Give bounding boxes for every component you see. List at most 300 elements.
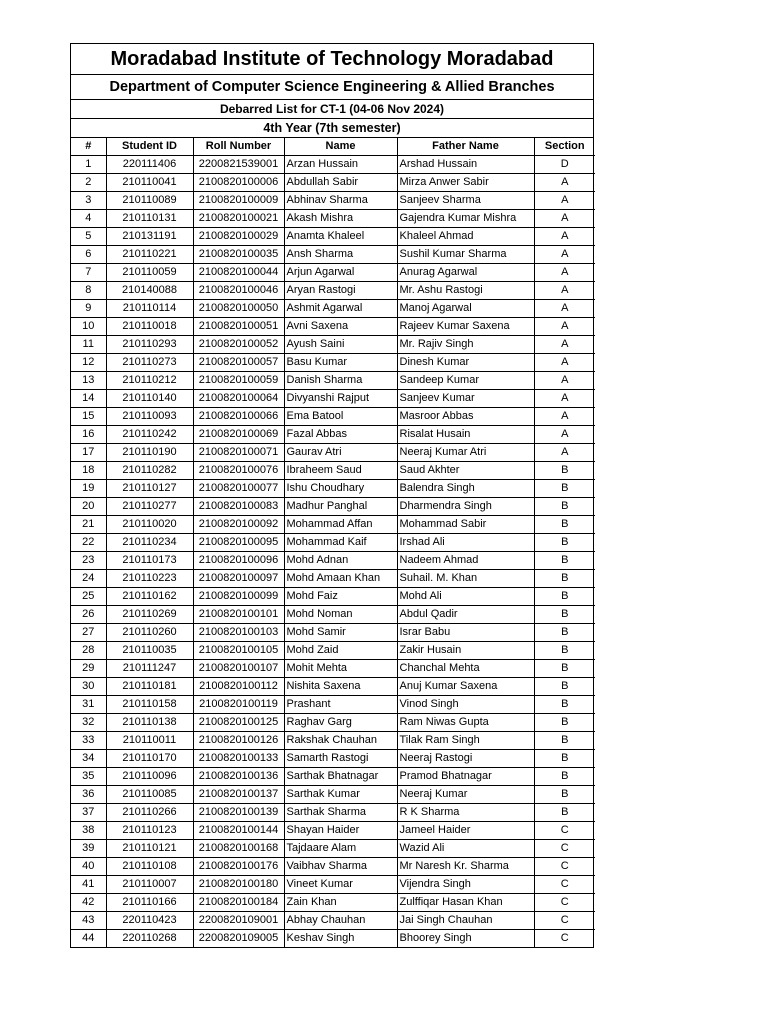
debarred-table <box>71 138 595 947</box>
name-cell: Mohd Amaan Khan <box>284 570 397 588</box>
section-cell: B <box>534 552 595 570</box>
student-id-cell: 210110138 <box>106 714 193 732</box>
student-id-cell: 210110273 <box>106 354 193 372</box>
serial-cell: 44 <box>71 930 106 948</box>
section-cell: A <box>534 408 595 426</box>
section-cell: A <box>534 228 595 246</box>
serial-cell: 31 <box>71 696 106 714</box>
serial-cell: 25 <box>71 588 106 606</box>
serial-cell: 20 <box>71 498 106 516</box>
father-name-cell: Mohd Ali <box>397 588 534 606</box>
roll-number-cell: 2200820109001 <box>193 912 284 930</box>
section-cell: A <box>534 210 595 228</box>
table-row <box>71 894 595 912</box>
student-id-cell: 210110242 <box>106 426 193 444</box>
section-cell: A <box>534 444 595 462</box>
student-id-cell: 210110221 <box>106 246 193 264</box>
father-name-cell: Vinod Singh <box>397 696 534 714</box>
student-id-cell: 210131191 <box>106 228 193 246</box>
father-name-cell: Khaleel Ahmad <box>397 228 534 246</box>
roll-number-cell: 2100820100057 <box>193 354 284 372</box>
name-cell: Ema Batool <box>284 408 397 426</box>
student-id-cell: 210110166 <box>106 894 193 912</box>
father-name-cell: Anuj Kumar Saxena <box>397 678 534 696</box>
student-id-cell: 210110123 <box>106 822 193 840</box>
table-row <box>71 498 595 516</box>
section-cell: B <box>534 534 595 552</box>
col-header-father-name: Father Name <box>397 138 534 156</box>
father-name-cell: Mr Naresh Kr. Sharma <box>397 858 534 876</box>
student-id-cell: 210110035 <box>106 642 193 660</box>
section-cell: B <box>534 660 595 678</box>
serial-cell: 10 <box>71 318 106 336</box>
name-cell: Madhur Panghal <box>284 498 397 516</box>
table-row <box>71 642 595 660</box>
roll-number-cell: 2100820100035 <box>193 246 284 264</box>
roll-number-cell: 2100820100180 <box>193 876 284 894</box>
roll-number-cell: 2100820100064 <box>193 390 284 408</box>
father-name-cell: Israr Babu <box>397 624 534 642</box>
name-cell: Mohd Samir <box>284 624 397 642</box>
serial-cell: 13 <box>71 372 106 390</box>
table-row <box>71 210 595 228</box>
table-row <box>71 696 595 714</box>
section-cell: B <box>534 750 595 768</box>
serial-cell: 3 <box>71 192 106 210</box>
name-cell: Ansh Sharma <box>284 246 397 264</box>
father-name-cell: Neeraj Rastogi <box>397 750 534 768</box>
roll-number-cell: 2100820100006 <box>193 174 284 192</box>
table-row <box>71 660 595 678</box>
father-name-cell: Balendra Singh <box>397 480 534 498</box>
name-cell: Vaibhav Sharma <box>284 858 397 876</box>
student-id-cell: 210110181 <box>106 678 193 696</box>
roll-number-cell: 2100820100144 <box>193 822 284 840</box>
name-cell: Abdullah Sabir <box>284 174 397 192</box>
section-cell: B <box>534 588 595 606</box>
table-row <box>71 732 595 750</box>
name-cell: Danish Sharma <box>284 372 397 390</box>
debarred-list-sheet <box>70 43 594 948</box>
father-name-cell: Zulffiqar Hasan Khan <box>397 894 534 912</box>
table-body <box>71 156 595 948</box>
name-cell: Rakshak Chauhan <box>284 732 397 750</box>
roll-number-cell: 2100820100103 <box>193 624 284 642</box>
roll-number-cell: 2100820100071 <box>193 444 284 462</box>
year-title: 4th Year (7th semester) <box>71 119 593 138</box>
section-cell: A <box>534 336 595 354</box>
section-cell: B <box>534 696 595 714</box>
roll-number-cell: 2100820100059 <box>193 372 284 390</box>
name-cell: Mohit Mehta <box>284 660 397 678</box>
table-header-row <box>71 138 595 156</box>
name-cell: Keshav Singh <box>284 930 397 948</box>
father-name-cell: R K Sharma <box>397 804 534 822</box>
student-id-cell: 210110089 <box>106 192 193 210</box>
serial-cell: 27 <box>71 624 106 642</box>
name-cell: Abhinav Sharma <box>284 192 397 210</box>
name-cell: Arjun Agarwal <box>284 264 397 282</box>
name-cell: Mohd Adnan <box>284 552 397 570</box>
name-cell: Akash Mishra <box>284 210 397 228</box>
table-row <box>71 930 595 948</box>
father-name-cell: Sanjeev Sharma <box>397 192 534 210</box>
student-id-cell: 210110041 <box>106 174 193 192</box>
student-id-cell: 210110059 <box>106 264 193 282</box>
serial-cell: 23 <box>71 552 106 570</box>
section-cell: A <box>534 372 595 390</box>
student-id-cell: 210110158 <box>106 696 193 714</box>
name-cell: Shayan Haider <box>284 822 397 840</box>
student-id-cell: 210110277 <box>106 498 193 516</box>
student-id-cell: 210110223 <box>106 570 193 588</box>
serial-cell: 1 <box>71 156 106 174</box>
serial-cell: 12 <box>71 354 106 372</box>
student-id-cell: 210110096 <box>106 768 193 786</box>
name-cell: Aryan Rastogi <box>284 282 397 300</box>
student-id-cell: 210110018 <box>106 318 193 336</box>
student-id-cell: 210110140 <box>106 390 193 408</box>
serial-cell: 16 <box>71 426 106 444</box>
table-row <box>71 336 595 354</box>
name-cell: Divyanshi Rajput <box>284 390 397 408</box>
serial-cell: 43 <box>71 912 106 930</box>
table-row <box>71 426 595 444</box>
section-cell: A <box>534 282 595 300</box>
serial-cell: 29 <box>71 660 106 678</box>
roll-number-cell: 2100820100137 <box>193 786 284 804</box>
table-row <box>71 876 595 894</box>
father-name-cell: Nadeem Ahmad <box>397 552 534 570</box>
student-id-cell: 210111247 <box>106 660 193 678</box>
section-cell: B <box>534 570 595 588</box>
section-cell: C <box>534 858 595 876</box>
section-cell: C <box>534 822 595 840</box>
student-id-cell: 210110131 <box>106 210 193 228</box>
table-row <box>71 264 595 282</box>
student-id-cell: 220110423 <box>106 912 193 930</box>
table-row <box>71 354 595 372</box>
table-row <box>71 516 595 534</box>
roll-number-cell: 2100820100046 <box>193 282 284 300</box>
student-id-cell: 210110114 <box>106 300 193 318</box>
student-id-cell: 220110268 <box>106 930 193 948</box>
name-cell: Sarthak Bhatnagar <box>284 768 397 786</box>
name-cell: Mohd Noman <box>284 606 397 624</box>
roll-number-cell: 2100820100050 <box>193 300 284 318</box>
section-cell: B <box>534 732 595 750</box>
name-cell: Mohd Zaid <box>284 642 397 660</box>
roll-number-cell: 2200821539001 <box>193 156 284 174</box>
name-cell: Prashant <box>284 696 397 714</box>
student-id-cell: 210110108 <box>106 858 193 876</box>
serial-cell: 6 <box>71 246 106 264</box>
serial-cell: 33 <box>71 732 106 750</box>
col-header-name: Name <box>284 138 397 156</box>
name-cell: Mohammad Affan <box>284 516 397 534</box>
table-row <box>71 408 595 426</box>
table-row <box>71 750 595 768</box>
father-name-cell: Rajeev Kumar Saxena <box>397 318 534 336</box>
serial-cell: 30 <box>71 678 106 696</box>
student-id-cell: 210110266 <box>106 804 193 822</box>
table-row <box>71 534 595 552</box>
father-name-cell: Anurag Agarwal <box>397 264 534 282</box>
father-name-cell: Vijendra Singh <box>397 876 534 894</box>
student-id-cell: 210110170 <box>106 750 193 768</box>
serial-cell: 37 <box>71 804 106 822</box>
section-cell: A <box>534 354 595 372</box>
section-cell: B <box>534 642 595 660</box>
section-cell: A <box>534 426 595 444</box>
section-cell: C <box>534 840 595 858</box>
serial-cell: 32 <box>71 714 106 732</box>
section-cell: D <box>534 156 595 174</box>
institute-title: Moradabad Institute of Technology Moradabad <box>71 44 593 75</box>
student-id-cell: 210110190 <box>106 444 193 462</box>
section-cell: C <box>534 876 595 894</box>
roll-number-cell: 2100820100083 <box>193 498 284 516</box>
name-cell: Ibraheem Saud <box>284 462 397 480</box>
student-id-cell: 220111406 <box>106 156 193 174</box>
serial-cell: 9 <box>71 300 106 318</box>
name-cell: Ashmit Agarwal <box>284 300 397 318</box>
roll-number-cell: 2100820100066 <box>193 408 284 426</box>
serial-cell: 15 <box>71 408 106 426</box>
roll-number-cell: 2100820100133 <box>193 750 284 768</box>
serial-cell: 36 <box>71 786 106 804</box>
col-header-serial: # <box>71 138 106 156</box>
name-cell: Sarthak Sharma <box>284 804 397 822</box>
father-name-cell: Manoj Agarwal <box>397 300 534 318</box>
roll-number-cell: 2100820100051 <box>193 318 284 336</box>
student-id-cell: 210110127 <box>106 480 193 498</box>
father-name-cell: Abdul Qadir <box>397 606 534 624</box>
father-name-cell: Jameel Haider <box>397 822 534 840</box>
table-row <box>71 822 595 840</box>
table-row <box>71 552 595 570</box>
roll-number-cell: 2100820100096 <box>193 552 284 570</box>
roll-number-cell: 2100820100099 <box>193 588 284 606</box>
student-id-cell: 210110093 <box>106 408 193 426</box>
roll-number-cell: 2100820100139 <box>193 804 284 822</box>
father-name-cell: Suhail. M. Khan <box>397 570 534 588</box>
section-cell: C <box>534 912 595 930</box>
father-name-cell: Dharmendra Singh <box>397 498 534 516</box>
table-row <box>71 804 595 822</box>
section-cell: A <box>534 390 595 408</box>
serial-cell: 4 <box>71 210 106 228</box>
name-cell: Raghav Garg <box>284 714 397 732</box>
father-name-cell: Mr. Rajiv Singh <box>397 336 534 354</box>
col-header-student-id: Student ID <box>106 138 193 156</box>
serial-cell: 17 <box>71 444 106 462</box>
serial-cell: 7 <box>71 264 106 282</box>
student-id-cell: 210110282 <box>106 462 193 480</box>
table-row <box>71 480 595 498</box>
name-cell: Basu Kumar <box>284 354 397 372</box>
table-row <box>71 714 595 732</box>
roll-number-cell: 2100820100136 <box>193 768 284 786</box>
roll-number-cell: 2100820100077 <box>193 480 284 498</box>
roll-number-cell: 2100820100009 <box>193 192 284 210</box>
serial-cell: 26 <box>71 606 106 624</box>
table-row <box>71 912 595 930</box>
serial-cell: 18 <box>71 462 106 480</box>
student-id-cell: 210110260 <box>106 624 193 642</box>
father-name-cell: Ram Niwas Gupta <box>397 714 534 732</box>
roll-number-cell: 2100820100076 <box>193 462 284 480</box>
serial-cell: 38 <box>71 822 106 840</box>
father-name-cell: Mr. Ashu Rastogi <box>397 282 534 300</box>
section-cell: A <box>534 174 595 192</box>
section-cell: A <box>534 264 595 282</box>
student-id-cell: 210110293 <box>106 336 193 354</box>
name-cell: Gaurav Atri <box>284 444 397 462</box>
father-name-cell: Tilak Ram Singh <box>397 732 534 750</box>
serial-cell: 21 <box>71 516 106 534</box>
student-id-cell: 210110234 <box>106 534 193 552</box>
student-id-cell: 210110085 <box>106 786 193 804</box>
roll-number-cell: 2100820100107 <box>193 660 284 678</box>
table-row <box>71 282 595 300</box>
name-cell: Ayush Saini <box>284 336 397 354</box>
name-cell: Tajdaare Alam <box>284 840 397 858</box>
roll-number-cell: 2100820100101 <box>193 606 284 624</box>
table-row <box>71 372 595 390</box>
name-cell: Nishita Saxena <box>284 678 397 696</box>
roll-number-cell: 2100820100105 <box>193 642 284 660</box>
table-row <box>71 300 595 318</box>
section-cell: B <box>534 624 595 642</box>
table-row <box>71 606 595 624</box>
table-row <box>71 570 595 588</box>
section-cell: B <box>534 714 595 732</box>
department-title: Department of Computer Science Engineering & Allied Branches <box>71 75 593 100</box>
father-name-cell: Arshad Hussain <box>397 156 534 174</box>
section-cell: A <box>534 192 595 210</box>
father-name-cell: Bhoorey Singh <box>397 930 534 948</box>
serial-cell: 41 <box>71 876 106 894</box>
serial-cell: 19 <box>71 480 106 498</box>
table-row <box>71 786 595 804</box>
roll-number-cell: 2100820100176 <box>193 858 284 876</box>
student-id-cell: 210140088 <box>106 282 193 300</box>
section-cell: B <box>534 462 595 480</box>
father-name-cell: Jai Singh Chauhan <box>397 912 534 930</box>
table-row <box>71 174 595 192</box>
name-cell: Samarth Rastogi <box>284 750 397 768</box>
serial-cell: 42 <box>71 894 106 912</box>
table-row <box>71 462 595 480</box>
list-title: Debarred List for CT-1 (04-06 Nov 2024) <box>71 100 593 119</box>
section-cell: B <box>534 480 595 498</box>
student-id-cell: 210110269 <box>106 606 193 624</box>
student-id-cell: 210110121 <box>106 840 193 858</box>
father-name-cell: Mohammad Sabir <box>397 516 534 534</box>
father-name-cell: Zakir Husain <box>397 642 534 660</box>
father-name-cell: Risalat Husain <box>397 426 534 444</box>
col-header-section: Section <box>534 138 595 156</box>
roll-number-cell: 2100820100095 <box>193 534 284 552</box>
father-name-cell: Neeraj Kumar <box>397 786 534 804</box>
table-row <box>71 624 595 642</box>
section-cell: C <box>534 930 595 948</box>
roll-number-cell: 2100820100092 <box>193 516 284 534</box>
table-row <box>71 840 595 858</box>
father-name-cell: Mirza Anwer Sabir <box>397 174 534 192</box>
section-cell: A <box>534 300 595 318</box>
roll-number-cell: 2100820100044 <box>193 264 284 282</box>
section-cell: B <box>534 678 595 696</box>
roll-number-cell: 2100820100184 <box>193 894 284 912</box>
name-cell: Zain Khan <box>284 894 397 912</box>
name-cell: Mohd Faiz <box>284 588 397 606</box>
table-row <box>71 390 595 408</box>
serial-cell: 28 <box>71 642 106 660</box>
father-name-cell: Irshad Ali <box>397 534 534 552</box>
serial-cell: 39 <box>71 840 106 858</box>
serial-cell: 40 <box>71 858 106 876</box>
section-cell: B <box>534 804 595 822</box>
student-id-cell: 210110173 <box>106 552 193 570</box>
roll-number-cell: 2100820100126 <box>193 732 284 750</box>
serial-cell: 24 <box>71 570 106 588</box>
name-cell: Sarthak Kumar <box>284 786 397 804</box>
father-name-cell: Masroor Abbas <box>397 408 534 426</box>
serial-cell: 5 <box>71 228 106 246</box>
roll-number-cell: 2100820100052 <box>193 336 284 354</box>
father-name-cell: Sushil Kumar Sharma <box>397 246 534 264</box>
roll-number-cell: 2100820100112 <box>193 678 284 696</box>
serial-cell: 35 <box>71 768 106 786</box>
serial-cell: 2 <box>71 174 106 192</box>
roll-number-cell: 2100820100119 <box>193 696 284 714</box>
father-name-cell: Sandeep Kumar <box>397 372 534 390</box>
section-cell: B <box>534 786 595 804</box>
serial-cell: 11 <box>71 336 106 354</box>
section-cell: B <box>534 768 595 786</box>
roll-number-cell: 2100820100168 <box>193 840 284 858</box>
table-row <box>71 318 595 336</box>
table-row <box>71 192 595 210</box>
section-cell: B <box>534 516 595 534</box>
table-row <box>71 228 595 246</box>
student-id-cell: 210110007 <box>106 876 193 894</box>
table-row <box>71 768 595 786</box>
serial-cell: 22 <box>71 534 106 552</box>
father-name-cell: Gajendra Kumar Mishra <box>397 210 534 228</box>
section-cell: A <box>534 318 595 336</box>
name-cell: Abhay Chauhan <box>284 912 397 930</box>
table-row <box>71 444 595 462</box>
table-row <box>71 156 595 174</box>
father-name-cell: Pramod Bhatnagar <box>397 768 534 786</box>
section-cell: B <box>534 498 595 516</box>
father-name-cell: Chanchal Mehta <box>397 660 534 678</box>
table-row <box>71 588 595 606</box>
serial-cell: 14 <box>71 390 106 408</box>
student-id-cell: 210110212 <box>106 372 193 390</box>
name-cell: Ishu Choudhary <box>284 480 397 498</box>
father-name-cell: Wazid Ali <box>397 840 534 858</box>
name-cell: Vineet Kumar <box>284 876 397 894</box>
roll-number-cell: 2100820100125 <box>193 714 284 732</box>
table-row <box>71 246 595 264</box>
col-header-roll-number: Roll Number <box>193 138 284 156</box>
name-cell: Fazal Abbas <box>284 426 397 444</box>
roll-number-cell: 2100820100097 <box>193 570 284 588</box>
